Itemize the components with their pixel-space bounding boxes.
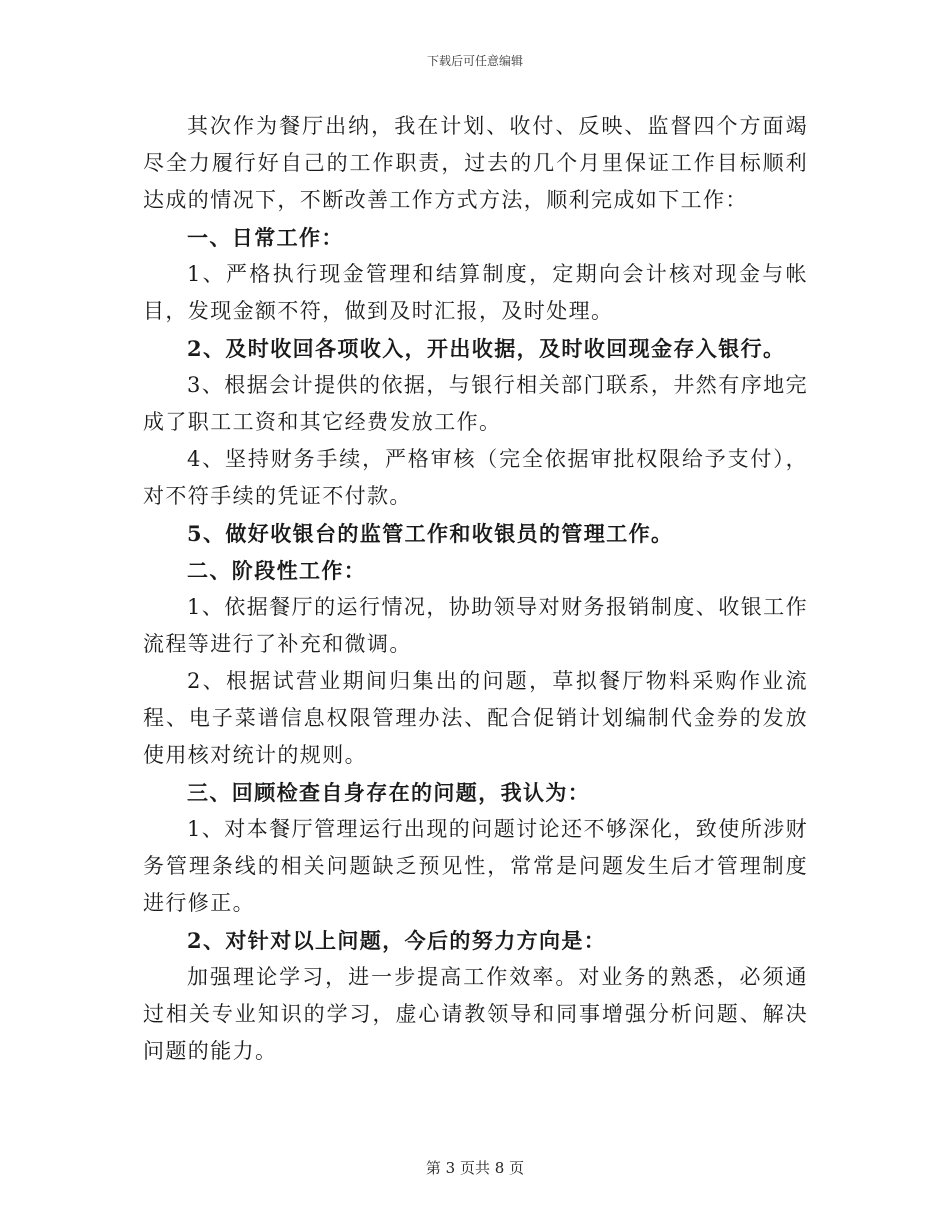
paragraph-conclusion: 加强理论学习，进一步提高工作效率。对业务的熟悉，必须通过相关专业知识的学习，虚心请教领导和同事增强分析问题、解决问题的能力。 [143,965,808,1063]
paragraph-phase-2: 2、根据试营业期间归集出的问题，草拟餐厅物料采购作业流程、电子菜谱信息权限管理办法、配合促销计划编制代金券的发放使用核对统计的规则。 [143,669,808,767]
paragraph-item-2: 2、及时收回各项收入，开出收据，及时收回现金存入银行。 [187,336,786,361]
paragraph-review-1: 1、对本餐厅管理运行出现的问题讨论还不够深化，致使所涉财务管理条线的相关问题缺乏预见性，常常是问题发生后才管理制度进行修正。 [143,817,808,915]
page-header-note: 下载后可任意编辑 [426,54,523,68]
paragraph-item-1: 1、严格执行现金管理和结算制度，定期向会计核对现金与帐目，发现金额不符，做到及时汇报，及时处理。 [143,262,808,323]
paragraph-phase-1: 1、依据餐厅的运行情况，协助领导对财务报销制度、收银工作流程等进行了补充和微调。 [143,595,808,656]
document-body [143,108,808,1070]
section-heading-daily-work: 一、日常工作： [187,225,344,250]
page-number-footer: 第 3 页共 8 页 [425,1159,525,1177]
paragraph-intro: 其次作为餐厅出纳，我在计划、收付、反映、监督四个方面竭尽全力履行好自己的工作职责，过去的几个月里保证工作目标顺利达成的情况下，不断改善工作方式方法，顺利完成如下工作： [143,114,808,212]
paragraph-item-4: 4、坚持财务手续，严格审核（完全依据审批权限给予支付），对不符手续的凭证不付款。 [143,447,808,508]
paragraph-item-3: 3、根据会计提供的依据，与银行相关部门联系，井然有序地完成了职工工资和其它经费发放工作。 [143,373,808,434]
paragraph-review-2: 2、对针对以上问题，今后的努力方向是： [187,928,607,953]
paragraph-item-5: 5、做好收银台的监管工作和收银员的管理工作。 [187,521,674,546]
section-heading-review: 三、回顾检查自身存在的问题，我认为： [187,780,591,805]
section-heading-phase-work: 二、阶段性工作： [187,558,367,583]
